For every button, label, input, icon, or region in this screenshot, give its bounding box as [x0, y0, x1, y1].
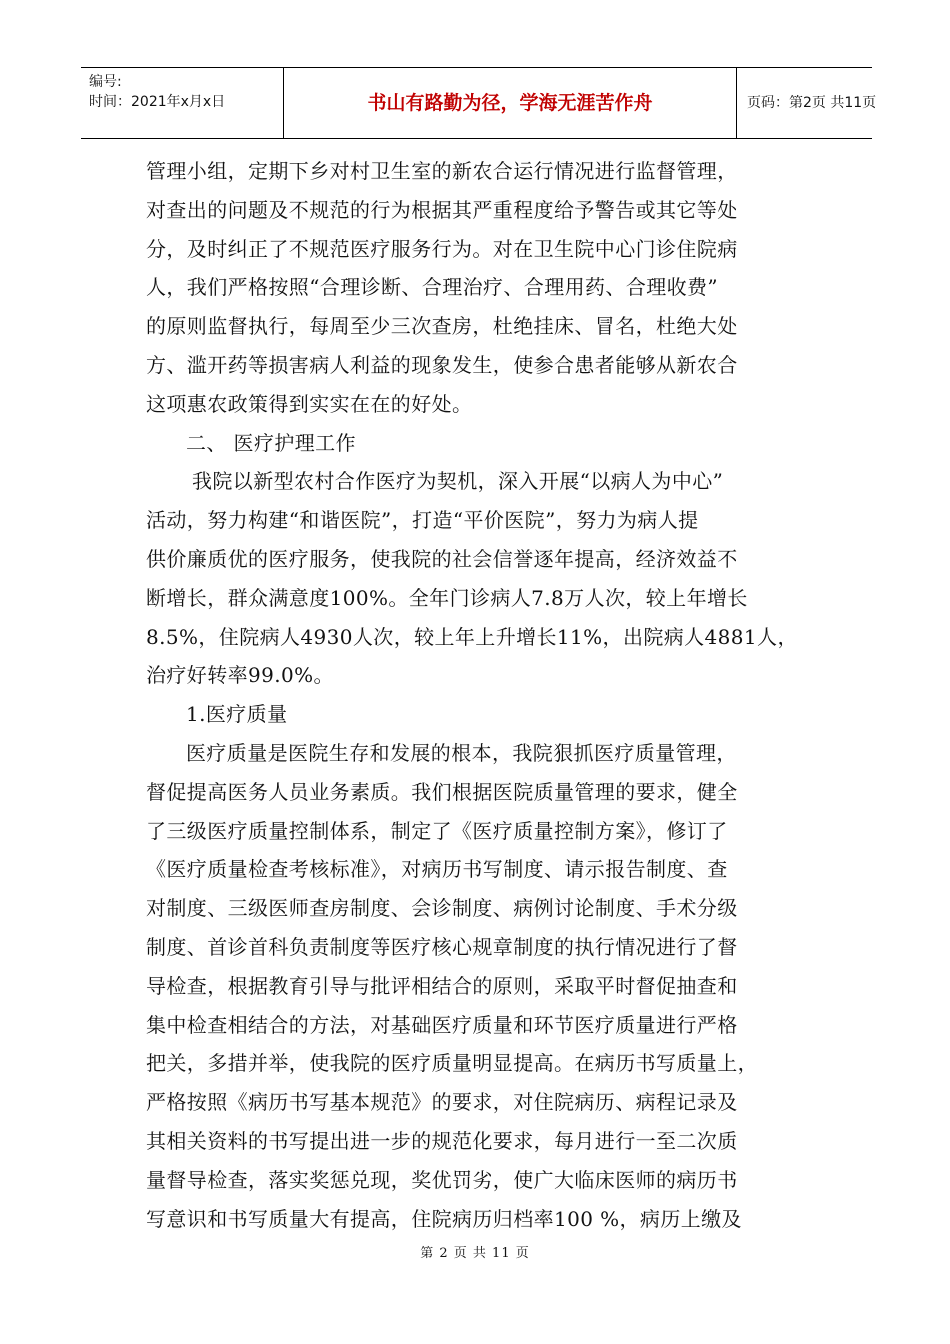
- body-line: 管理小组，定期下乡对村卫生室的新农合运行情况进行监督管理，: [146, 159, 738, 183]
- body-line: 制度、首诊首科负责制度等医疗核心规章制度的执行情况进行了督: [146, 934, 738, 959]
- body-line: 导检查，根据教育引导与批评相结合的原则，采取平时督促抽查和: [146, 973, 738, 998]
- body-line: 集中检查相结合的方法，对基础医疗质量和环节医疗质量进行严格: [146, 1012, 738, 1037]
- body-line: 其相关资料的书写提出进一步的规范化要求，每月进行一至二次质: [146, 1128, 738, 1153]
- body-line: 医疗质量是医院生存和发展的根本，我院狠抓医疗质量管理，: [186, 740, 737, 765]
- body-line: 8.5%，住院病人4930人次，较上年上升增长11%，出院病人4881人，: [146, 624, 798, 649]
- document-body: [146, 152, 806, 1238]
- body-line: 《医疗质量检查考核标准》，对病历书写制度、请示报告制度、查: [146, 857, 728, 882]
- body-line: 这项惠农政策得到实实在在的好处。: [146, 391, 473, 416]
- body-line: 严格按照《病历书写基本规范》的要求，对住院病历、病程记录及: [146, 1090, 738, 1115]
- header-page-number: 页码：第2页 共11页: [747, 95, 877, 111]
- document-number-label: 编号:: [89, 74, 122, 90]
- document-time-label: 时间：2021年x月x日: [89, 94, 226, 110]
- body-line: 写意识和书写质量大有提高，住院病历归档率100 %，病历上缴及: [146, 1206, 742, 1231]
- section-heading: 二、 医疗护理工作: [186, 430, 356, 455]
- body-line: 我院以新型农村合作医疗为契机，深入开展“以病人为中心”: [192, 469, 724, 494]
- body-line: 分，及时纠正了不规范医疗服务行为。对在卫生院中心门诊住院病: [146, 236, 738, 261]
- body-line: 量督导检查，落实奖惩兑现，奖优罚劣，使广大临床医师的病历书: [146, 1167, 738, 1192]
- body-line: 的原则监督执行，每周至少三次查房，杜绝挂床、冒名，杜绝大处: [146, 314, 738, 339]
- body-line: 人，我们严格按照“合理诊断、合理治疗、合理用药、合理收费”: [146, 275, 719, 300]
- body-line: 断增长，群众满意度100%。全年门诊病人7.8万人次，较上年增长: [146, 585, 748, 610]
- document-header: [81, 67, 877, 139]
- body-line: 把关，多措并举，使我院的医疗质量明显提高。在病历书写质量上，: [146, 1051, 758, 1076]
- body-line: 对制度、三级医师查房制度、会诊制度、病例讨论制度、手术分级: [146, 896, 738, 921]
- subsection-heading: 1.医疗质量: [186, 702, 288, 727]
- header-motto: 书山有路勤为径，学海无涯苦作舟: [284, 68, 737, 138]
- body-line: 了三级医疗质量控制体系，制定了《医疗质量控制方案》，修订了: [146, 818, 728, 843]
- body-line: 供价廉质优的医疗服务，使我院的社会信誉逐年提高，经济效益不: [146, 546, 738, 571]
- body-line: 对查出的问题及不规范的行为根据其严重程度给予警告或其它等处: [146, 197, 738, 222]
- body-line: 治疗好转率99.0%。: [146, 663, 334, 688]
- body-line: 方、滥开药等损害病人利益的现象发生，使参合患者能够从新农合: [146, 352, 738, 377]
- page-footer: 第 2 页 共 11 页: [420, 1246, 530, 1261]
- header-info-cell: [81, 68, 284, 138]
- body-line: 督促提高医务人员业务素质。我们根据医院质量管理的要求，健全: [146, 779, 738, 804]
- body-line: 活动，努力构建“和谐医院”，打造“平价医院”，努力为病人提: [146, 508, 699, 533]
